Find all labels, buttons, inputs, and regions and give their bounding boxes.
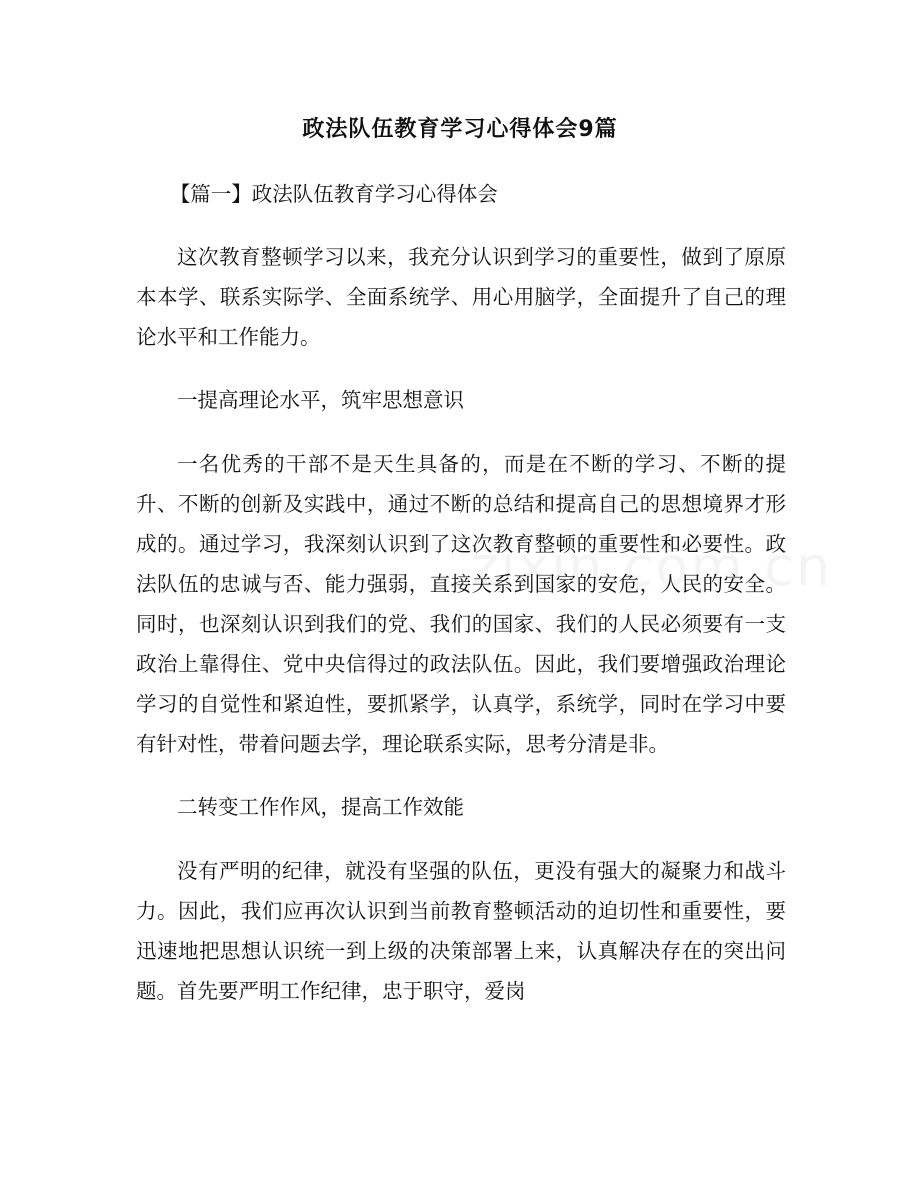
section-heading-part-one: 【篇一】政法队伍教育学习心得体会 [169, 182, 498, 206]
document-body [136, 174, 786, 1034]
body-paragraph: 一名优秀的干部不是天生具备的，而是在不断的学习、不断的提升、不断的创新及实践中，通过不断的总结和提高自己的思想境界才形成的。通过学习，我深刻认识到了这次教育整顿的重要性和必要性。政法队伍的忠诚与否、能力强弱，直接关系到国家的安危，人民的安全。同时，也深刻认识到我们的党、我们的国家、我们的人民必须要有一支政治上靠得住、党中央信得过的政法队伍。因此，我们要增强政治理论学习的自觉性和紧迫性，要抓紧学，认真学，系统学，同时在学习中要有针对性，带着问题去学，理论联系实际，思考分清是非。 [136, 452, 786, 756]
body-paragraph: 没有严明的纪律，就没有坚强的队伍，更没有强大的凝聚力和战斗力。因此，我们应再次认识到当前教育整顿活动的迫切性和重要性，要迅速地把思想认识统一到上级的决策部署上来，认真解决存在的突出问题。首先要严明工作纪律，忠于职守，爱岗 [136, 859, 786, 1003]
subheading-work-style: 二转变工作作风，提高工作效能 [177, 795, 464, 819]
subheading-theory: 一提高理论水平，筑牢思想意识 [177, 388, 464, 412]
document-title: 政法队伍教育学习心得体会9篇 [302, 117, 618, 142]
body-paragraph: 这次教育整顿学习以来，我充分认识到学习的重要性，做到了原原本本学、联系实际学、全面系统学、用心用脑学，全面提升了自己的理论水平和工作能力。 [136, 245, 786, 349]
